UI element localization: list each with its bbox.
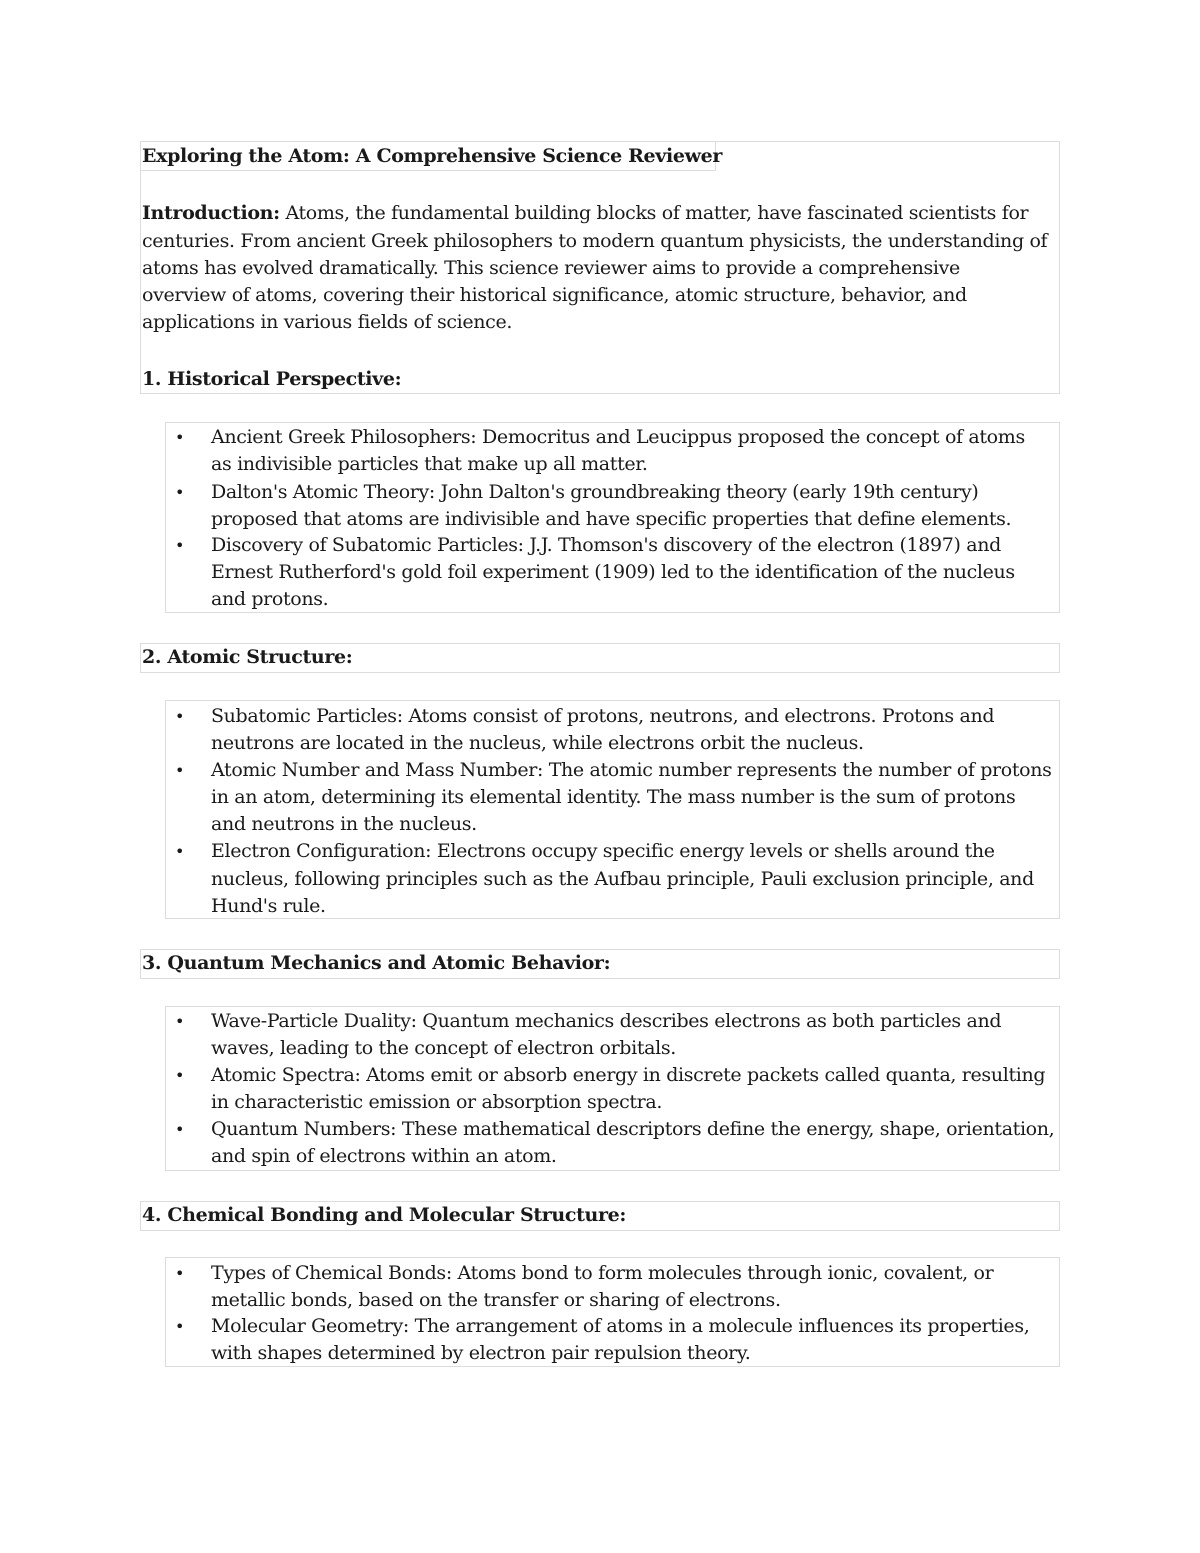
bullet-icon: • (175, 428, 185, 447)
bullet-icon: • (175, 842, 185, 861)
bullet-icon: • (175, 1120, 185, 1139)
bullet-icon: • (175, 1264, 185, 1283)
list-item-text: and neutrons in the nucleus. (211, 813, 477, 835)
list-item-text: Hund's rule. (211, 895, 326, 917)
section-heading-4: 4. Chemical Bonding and Molecular Structure: (142, 1204, 627, 1226)
intro-label: Introduction: (142, 202, 280, 224)
intro-line-1 (142, 200, 1028, 227)
list-item-text: waves, leading to the concept of electron orbitals. (211, 1037, 676, 1059)
list-item-text: Quantum Numbers: These mathematical descriptors define the energy, shape, orientation, (211, 1118, 1055, 1140)
list-item-text: as indivisible particles that make up all matter. (211, 453, 648, 475)
list-item-text: proposed that atoms are indivisible and have specific properties that define elements. (211, 508, 1012, 530)
bullet-icon: • (175, 1317, 185, 1336)
list-item-text: Types of Chemical Bonds: Atoms bond to form molecules through ionic, covalent, or (211, 1262, 994, 1284)
bullet-icon: • (175, 1066, 185, 1085)
list-item-text: Dalton's Atomic Theory: John Dalton's groundbreaking theory (early 19th century) (211, 481, 979, 503)
list-item-text: Subatomic Particles: Atoms consist of protons, neutrons, and electrons. Protons and (211, 705, 995, 727)
bullet-icon: • (175, 536, 185, 555)
list-item-text: with shapes determined by electron pair repulsion theory. (211, 1342, 751, 1364)
list-item-text: nucleus, following principles such as the Aufbau principle, Pauli exclusion principle, and (211, 868, 1034, 890)
list-item-text: Atomic Number and Mass Number: The atomic number represents the number of protons (211, 759, 1052, 781)
intro-text-1: Atoms, the fundamental building blocks of matter, have fascinated scientists for (285, 202, 1029, 224)
intro-line-5: applications in various fields of science. (142, 311, 513, 333)
list-item-text: metallic bonds, based on the transfer or sharing of electrons. (211, 1289, 781, 1311)
list-item-text: and protons. (211, 588, 329, 610)
section-heading-2: 2. Atomic Structure: (142, 646, 353, 668)
section-heading-3: 3. Quantum Mechanics and Atomic Behavior: (142, 952, 611, 974)
intro-line-2: centuries. From ancient Greek philosophers to modern quantum physicists, the understanding of (142, 230, 1048, 252)
list-item-text: Wave-Particle Duality: Quantum mechanics describes electrons as both particles and (211, 1010, 1002, 1032)
bullet-icon: • (175, 483, 185, 502)
list-item-text: neutrons are located in the nucleus, while electrons orbit the nucleus. (211, 732, 864, 754)
list-item-text: Atomic Spectra: Atoms emit or absorb energy in discrete packets called quanta, resulting (211, 1064, 1046, 1086)
bullet-icon: • (175, 707, 185, 726)
bullet-icon: • (175, 1012, 185, 1031)
list-item-text: Discovery of Subatomic Particles: J.J. Thomson's discovery of the electron (1897) and (211, 534, 1001, 556)
list-item-text: and spin of electrons within an atom. (211, 1145, 557, 1167)
bullet-icon: • (175, 761, 185, 780)
section-heading-1: 1. Historical Perspective: (142, 368, 402, 390)
list-item-text: Ernest Rutherford's gold foil experiment (1909) led to the identification of the nucleus (211, 561, 1015, 583)
list-item-text: Ancient Greek Philosophers: Democritus and Leucippus proposed the concept of atoms (211, 426, 1025, 448)
list-item-text: Molecular Geometry: The arrangement of atoms in a molecule influences its properties, (211, 1315, 1030, 1337)
list-item-text: in an atom, determining its elemental identity. The mass number is the sum of protons (211, 786, 1016, 808)
page-title: Exploring the Atom: A Comprehensive Science Reviewer (142, 145, 722, 167)
list-item-text: in characteristic emission or absorption spectra. (211, 1091, 663, 1113)
intro-line-4: overview of atoms, covering their historical significance, atomic structure, behavior, and (142, 284, 967, 306)
intro-line-3: atoms has evolved dramatically. This science reviewer aims to provide a comprehensive (142, 257, 960, 279)
list-item-text: Electron Configuration: Electrons occupy specific energy levels or shells around the (211, 840, 995, 862)
